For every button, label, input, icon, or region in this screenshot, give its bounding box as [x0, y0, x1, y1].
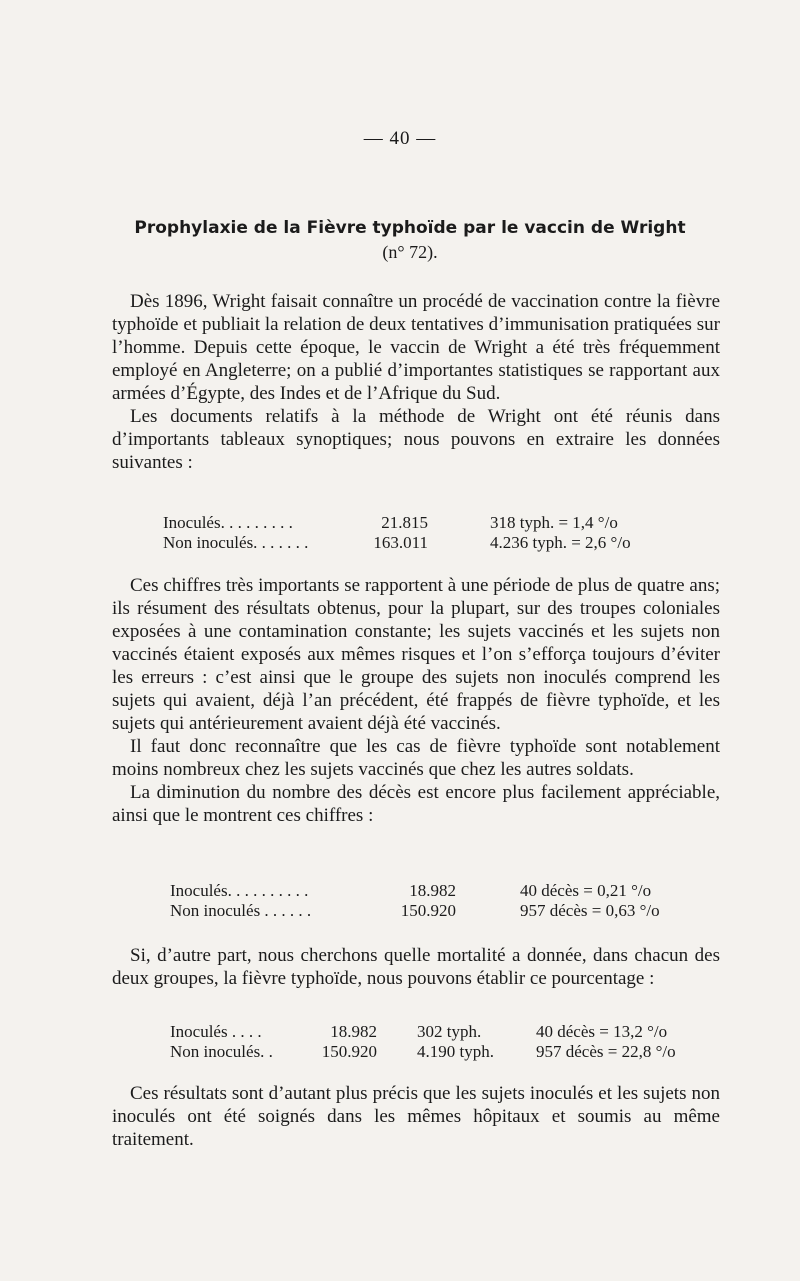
- paragraph-1: Dès 1896, Wright faisait connaître un procédé de vaccination contre la fièvre typhoïde et publiait la relation de deux tentatives d’immunisation pratiquées sur l’homme. Depuis cette époque, le vaccin de Wright a été très fréquemment employé en Angleterre; on a publié d’importantes statistiques se rapportant aux armées d’Égypte, des Indes et de l’Afrique du Sud.: [112, 291, 720, 404]
- row-count: 150.920: [400, 901, 456, 920]
- row-result: 318 typh. = 1,4 °/o: [490, 513, 618, 532]
- table-row: [163, 513, 631, 533]
- middle-paragraphs: [112, 574, 720, 827]
- row-result: 4.236 typh. = 2,6 °/o: [490, 533, 631, 552]
- row-result: 40 décès = 13,2 °/o: [536, 1022, 668, 1041]
- row-count: 18.982: [409, 881, 456, 900]
- paragraph-7: Ces résultats sont d’autant plus précis que les sujets inoculés et les sujets non inoculés ont été soignés dans les mêmes hôpitaux et soumis au même traitement.: [112, 1083, 720, 1150]
- table-row: [170, 1042, 676, 1062]
- row-label: Inoculés . . . .: [170, 1022, 262, 1041]
- section-title-number: (n° 72).: [382, 242, 438, 262]
- cases-table: [163, 513, 631, 553]
- percentage-paragraph: [112, 944, 720, 990]
- closing-paragraph: [112, 1082, 720, 1151]
- table-row: [170, 901, 660, 921]
- row-result: 957 décès = 22,8 °/o: [536, 1042, 676, 1061]
- row-label: Inoculés. . . . . . . . .: [163, 513, 293, 532]
- paragraph-4: Il faut donc reconnaître que les cas de fièvre typhoïde sont notablement moins nombreux chez les sujets vaccinés que chez les autres soldats.: [112, 736, 720, 780]
- table-row: [163, 533, 631, 553]
- intro-paragraphs: [112, 290, 720, 474]
- row-label: Non inoculés . . . . . .: [170, 901, 312, 920]
- section-title: [110, 216, 710, 264]
- section-title-main: Prophylaxie de la Fièvre typhoïde par le vaccin de Wright: [134, 218, 686, 238]
- row-label: Non inoculés. . . . . . .: [163, 533, 309, 552]
- paragraph-5: La diminution du nombre des décès est encore plus facilement appréciable, ainsi que le montrent ces chiffres :: [112, 782, 720, 826]
- row-count: 150.920: [321, 1042, 377, 1061]
- table-row: [170, 881, 660, 901]
- paragraph-2: Les documents relatifs à la méthode de Wright ont été réunis dans d’importants tableaux synoptiques; nous pouvons en extraire les données suivantes :: [112, 406, 720, 473]
- row-cases: 302 typh.: [417, 1022, 482, 1041]
- row-label: Non inoculés. .: [170, 1042, 273, 1061]
- row-count: 21.815: [381, 513, 428, 532]
- row-count: 18.982: [330, 1022, 377, 1041]
- mortality-table: [170, 1022, 676, 1062]
- row-count: 163.011: [373, 533, 428, 552]
- row-label: Inoculés. . . . . . . . . .: [170, 881, 309, 900]
- row-cases: 4.190 typh.: [417, 1042, 494, 1061]
- paragraph-6: Si, d’autre part, nous cherchons quelle mortalité a donnée, dans chacun des deux groupes, la fièvre typhoïde, nous pouvons établir ce pourcentage :: [112, 945, 720, 989]
- deaths-table: [170, 881, 660, 921]
- row-result: 40 décès = 0,21 °/o: [520, 881, 652, 900]
- row-result: 957 décès = 0,63 °/o: [520, 901, 660, 920]
- page-number: — 40 —: [363, 128, 437, 149]
- paragraph-3: Ces chiffres très importants se rapportent à une période de plus de quatre ans; ils résument des résultats obtenus, pour la plupart, sur des troupes coloniales exposées à une contamination constante; les sujets vaccinés et les sujets non vaccinés étaient exposés aux mêmes risques et l’on s’efforça toujours d’éviter les erreurs : c’est ainsi que le groupe des sujets non inoculés comprend les sujets qui avaient, déjà l’an précédent, été frappés de fièvre typhoïde, et les sujets qui antérieurement avaient déjà été vaccinés.: [112, 575, 720, 734]
- table-row: [170, 1022, 676, 1042]
